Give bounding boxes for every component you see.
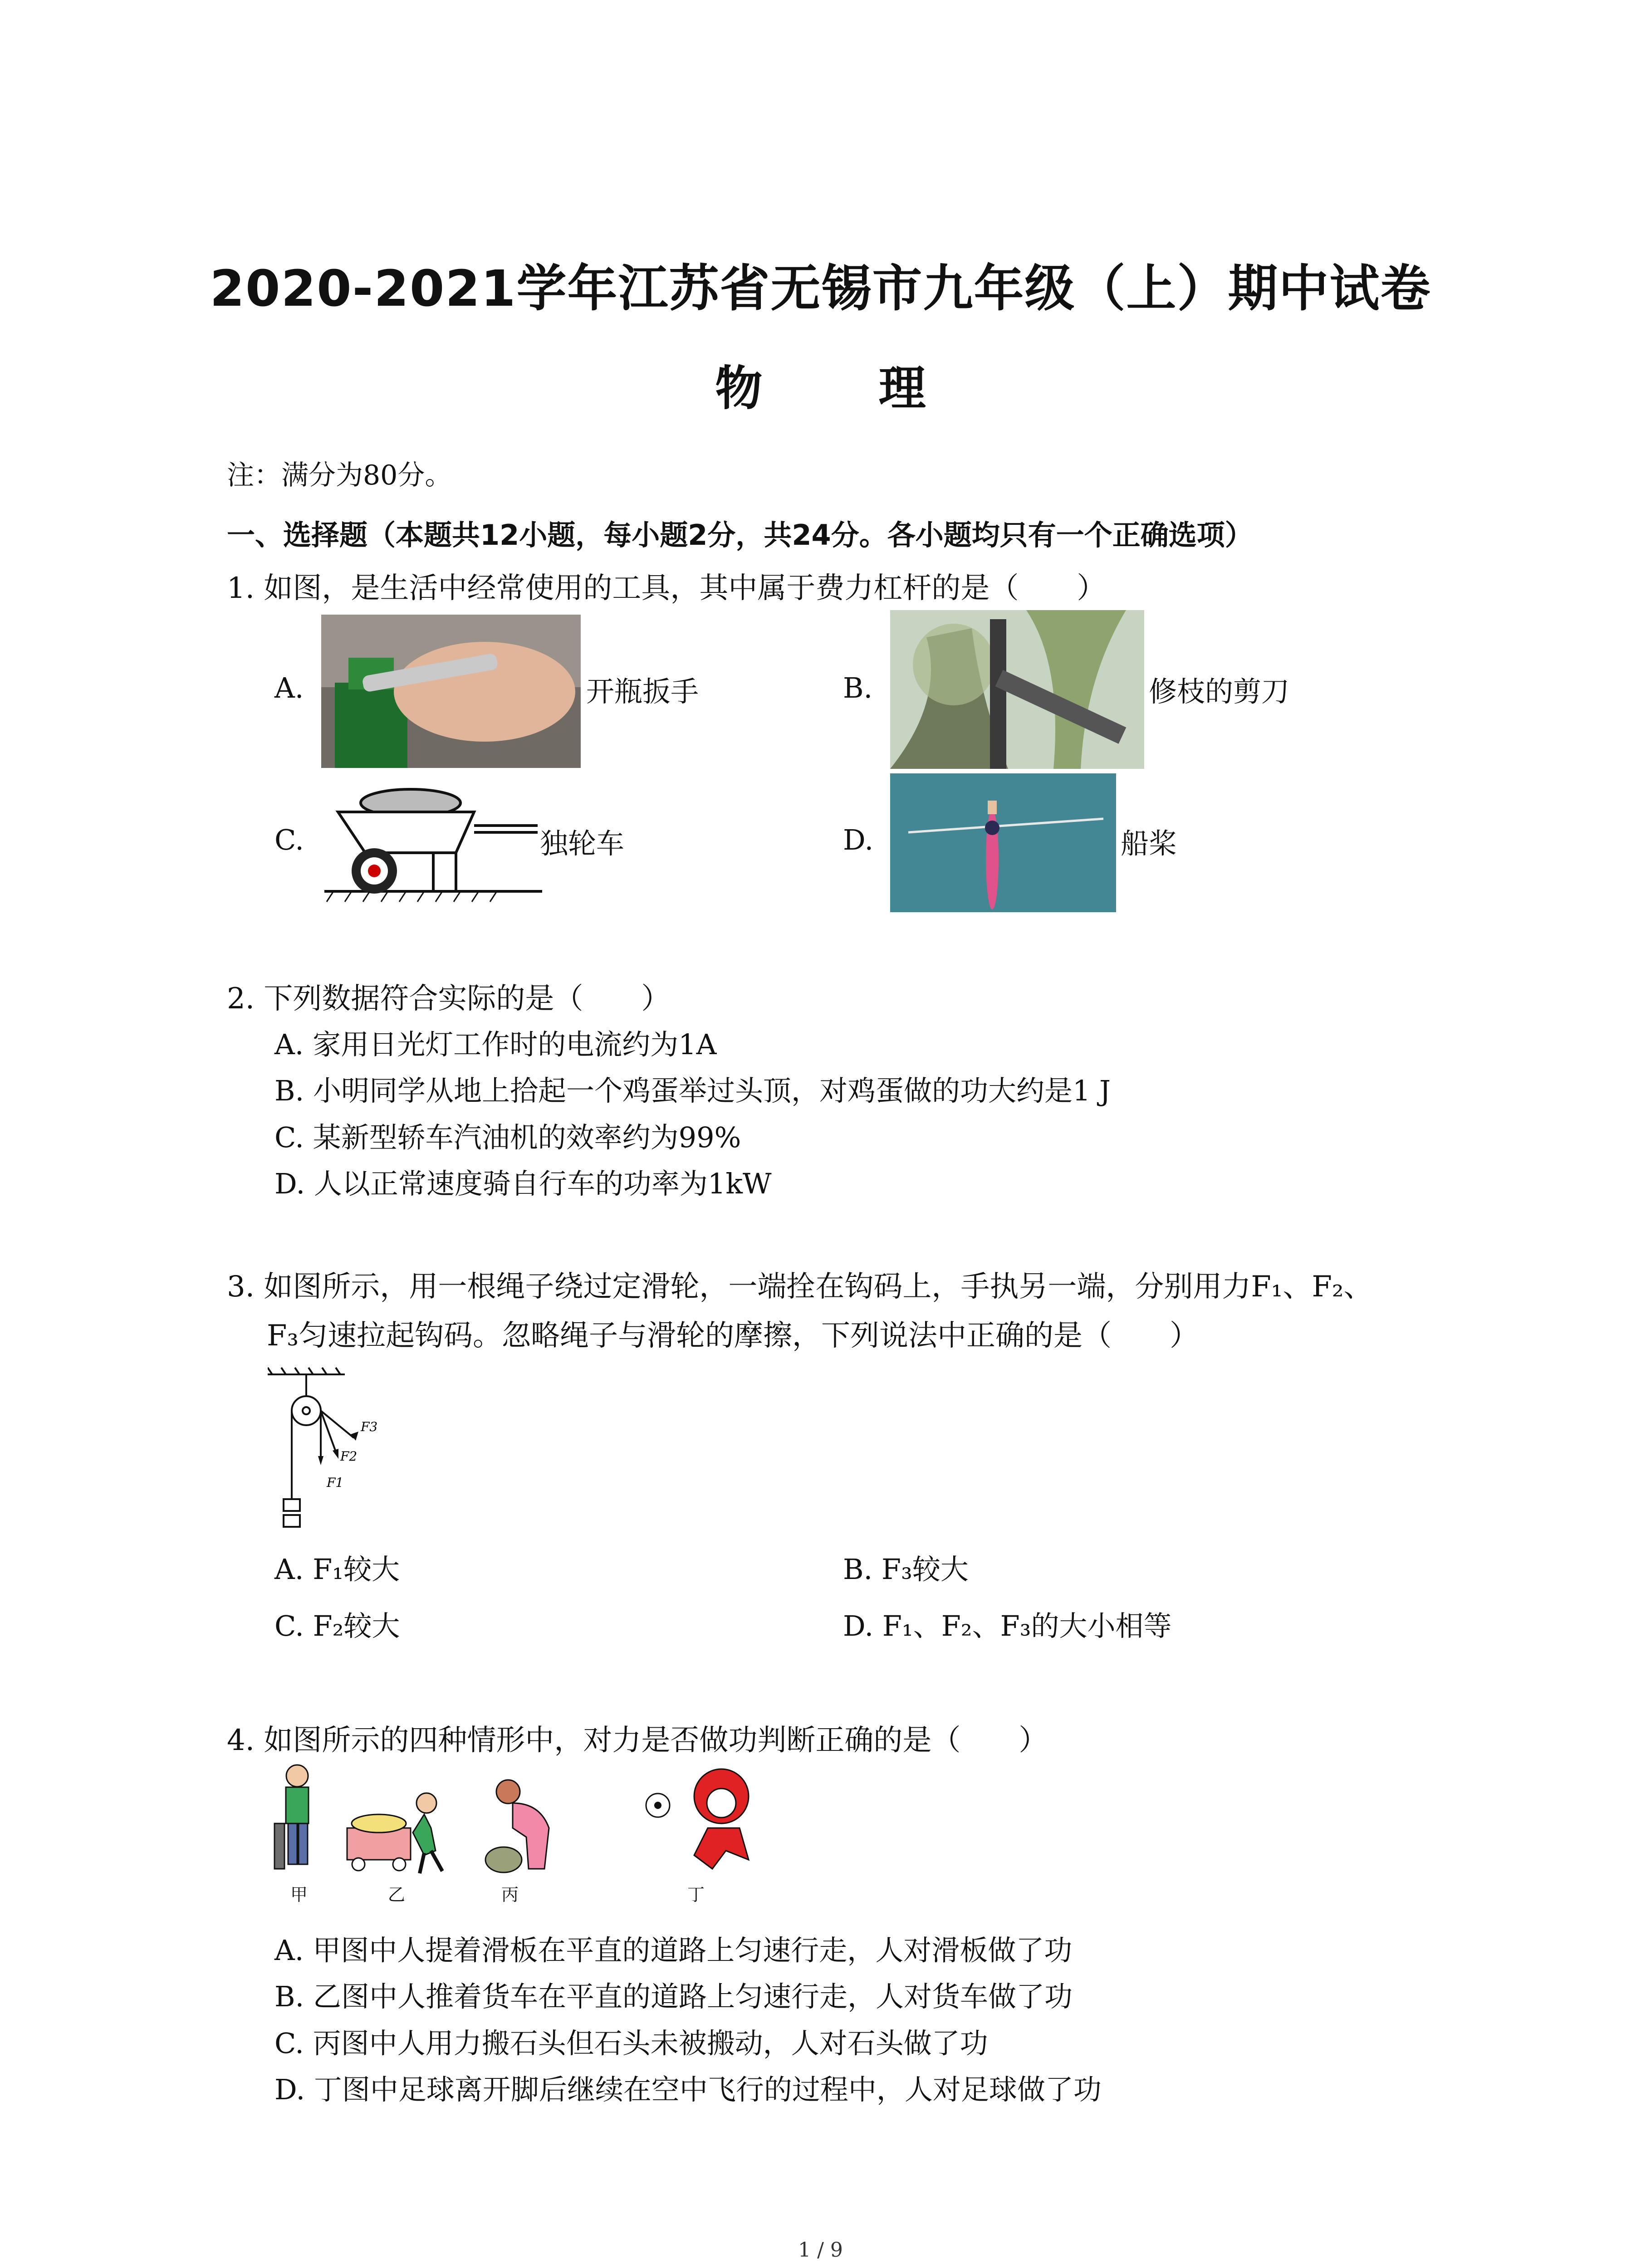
label-ding: 丁 — [687, 1885, 705, 1905]
q1-option-d-key: D. — [843, 823, 874, 856]
q3-option-d: D. F₁、F₂、F₃的大小相等 — [843, 1609, 1172, 1642]
scene-bing — [485, 1780, 549, 1872]
pruning-shears-image — [890, 610, 1144, 769]
q2-option-a: A. 家用日光灯工作时的电流约为1A — [274, 1028, 717, 1061]
q4-option-b: B. 乙图中人推着货车在平直的道路上匀速行走，人对货车做了功 — [274, 1980, 1073, 2013]
scene-ding — [646, 1769, 749, 1869]
q2-option-c: C. 某新型轿车汽油机的效率约为99% — [274, 1121, 741, 1154]
f1-label: F1 — [327, 1475, 344, 1490]
section-heading: 一、选择题（本题共12小题，每小题2分，共24分。各小题均只有一个正确选项） — [227, 518, 1253, 552]
q2-option-b: B. 小明同学从地上拾起一个鸡蛋举过头顶，对鸡蛋做的功大约是1 J — [274, 1074, 1111, 1107]
q1-option-c-key: C. — [274, 823, 304, 856]
label-jia: 甲 — [290, 1885, 308, 1905]
rowing-boat-image — [890, 773, 1116, 912]
q2-stem: 2. 下列数据符合实际的是（ ） — [227, 982, 671, 1016]
q3-option-b: B. F₃较大 — [843, 1553, 969, 1586]
scene-yi — [347, 1793, 442, 1873]
q1-option-a-key: A. — [274, 671, 304, 704]
four-scenes-figure — [268, 1760, 771, 1910]
page-title: 2020-2021学年江苏省无锡市九年级（上）期中试卷 — [210, 259, 1431, 318]
bottle-opener-image — [321, 615, 581, 768]
label-bing: 丙 — [501, 1885, 519, 1905]
q3-option-a: A. F₁较大 — [274, 1553, 400, 1586]
q2-option-d: D. 人以正常速度骑自行车的功率为1kW — [274, 1167, 772, 1200]
f2-label: F2 — [340, 1449, 358, 1464]
q3-stem-line2: F₃匀速拉起钩码。忽略绳子与滑轮的摩擦，下列说法中正确的是（ ） — [267, 1319, 1199, 1353]
pulley-diagram — [268, 1365, 395, 1538]
score-note: 注：满分为80分。 — [227, 459, 452, 491]
q1-stem: 1. 如图，是生活中经常使用的工具，其中属于费力杠杆的是（ ） — [227, 572, 1106, 605]
q1-option-d-label: 船桨 — [1121, 827, 1177, 860]
q4-option-c: C. 丙图中人用力搬石头但石头未被搬动，人对石头做了功 — [274, 2027, 988, 2060]
subject-title: 物 理 — [715, 361, 976, 416]
q4-option-d: D. 丁图中足球离开脚后继续在空中飞行的过程中，人对足球做了功 — [274, 2073, 1102, 2106]
q1-option-b-key: B. — [843, 671, 873, 704]
page-number: 1 / 9 — [798, 2239, 843, 2262]
q3-option-c: C. F₂较大 — [274, 1609, 400, 1642]
q1-option-a-label: 开瓶扳手 — [586, 675, 699, 708]
wheelbarrow-diagram — [324, 785, 542, 903]
q4-stem: 4. 如图所示的四种情形中，对力是否做功判断正确的是（ ） — [227, 1724, 1048, 1757]
scene-jia — [274, 1765, 309, 1869]
q1-option-b-label: 修枝的剪刀 — [1149, 675, 1290, 708]
q1-option-c-label: 独轮车 — [540, 827, 625, 860]
q3-stem-line1: 3. 如图所示，用一根绳子绕过定滑轮，一端拴在钩码上，手执另一端，分别用力F₁、F₂、 — [227, 1270, 1373, 1304]
label-yi: 乙 — [388, 1885, 406, 1905]
f3-label: F3 — [361, 1419, 378, 1434]
q4-option-a: A. 甲图中人提着滑板在平直的道路上匀速行走，人对滑板做了功 — [274, 1934, 1073, 1967]
